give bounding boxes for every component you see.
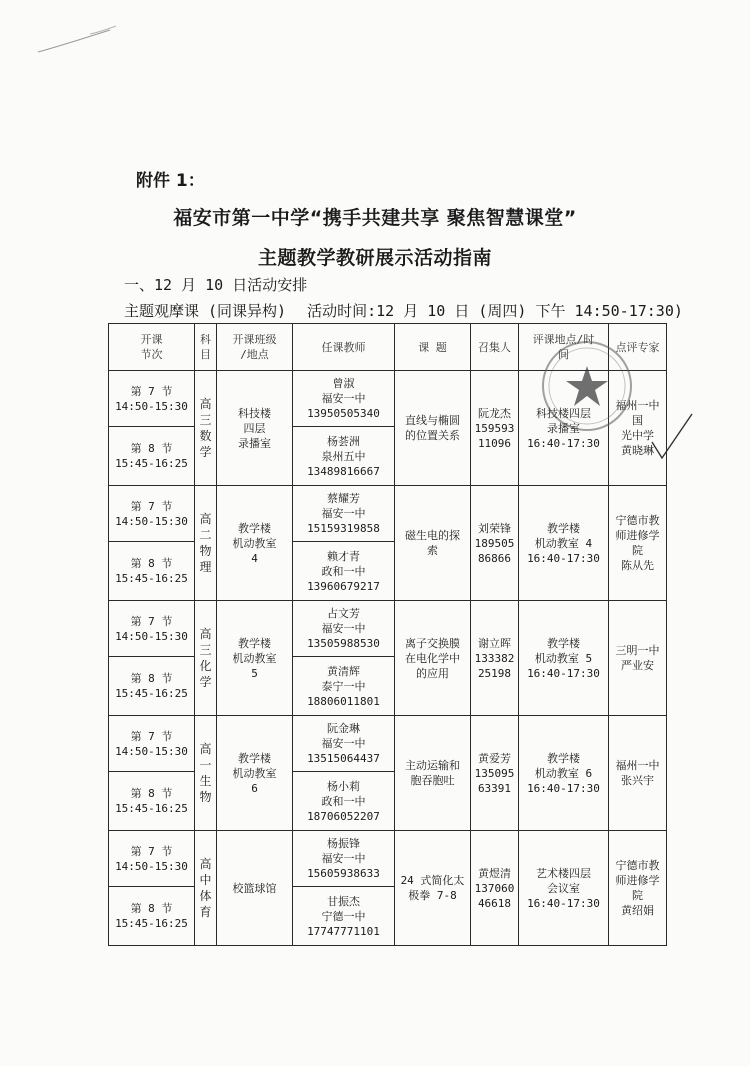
period-cell: 第 8 节 15:45-16:25 (109, 542, 195, 601)
eval-cell: 教学楼 机动教室 6 16:40-17:30 (519, 716, 609, 831)
period-cell: 第 8 节 15:45-16:25 (109, 657, 195, 716)
pen-scribble-mark (30, 20, 150, 60)
eval-cell: 教学楼 机动教室 5 16:40-17:30 (519, 601, 609, 716)
topic-cell: 24 式简化太 极拳 7-8 (395, 831, 471, 946)
period-cell: 第 7 节 14:50-15:30 (109, 601, 195, 657)
topic-cell: 直线与椭圆 的位置关系 (395, 371, 471, 486)
expert-cell: 三明一中 严业安 (609, 601, 667, 716)
header-convener: 召集人 (471, 324, 519, 371)
period-cell: 第 7 节 14:50-15:30 (109, 716, 195, 772)
teacher-cell: 阮金琳 福安一中 13515064437 (293, 716, 395, 772)
expert-cell: 福州一中 张兴宇 (609, 716, 667, 831)
expert-cell: 宁德市教 师进修学 院 黄绍娟 (609, 831, 667, 946)
table-row (109, 716, 667, 772)
location-cell: 教学楼 机动教室 4 (217, 486, 293, 601)
header-teacher: 任课教师 (293, 324, 395, 371)
teacher-cell: 甘振杰 宁德一中 17747771101 (293, 887, 395, 946)
teacher-cell: 杨小莉 政和一中 18706052207 (293, 772, 395, 831)
activity-time-text: 活动时间:12 月 10 日 (周四) 下午 14:50-17:30) (307, 302, 683, 320)
expert-cell: 宁德市教 师进修学 院 陈从先 (609, 486, 667, 601)
document-title-line2: 主题教学教研展示活动指南 (257, 247, 492, 269)
teacher-cell: 杨振锋 福安一中 15605938633 (293, 831, 395, 887)
section-heading: 一、12 月 10 日活动安排 (124, 276, 308, 294)
header-period: 开课 节次 (109, 324, 195, 371)
topic-cell: 主动运输和 胞吞胞吐 (395, 716, 471, 831)
teacher-cell: 蔡耀芳 福安一中 15159319858 (293, 486, 395, 542)
teacher-cell: 黄清辉 泰宁一中 18806011801 (293, 657, 395, 716)
period-cell: 第 7 节 14:50-15:30 (109, 486, 195, 542)
table-row (109, 601, 667, 657)
teacher-cell: 曾淑 福安一中 13950505340 (293, 371, 395, 427)
eval-cell: 科技楼四层 录播室 16:40-17:30 (519, 371, 609, 486)
header-class-location: 开课班级 /地点 (217, 324, 293, 371)
subject-cell: 高 一 生 物 (195, 716, 217, 831)
header-topic: 课 题 (395, 324, 471, 371)
subject-cell: 高 三 化 学 (195, 601, 217, 716)
convener-cell: 黄爱芳 135095 63391 (471, 716, 519, 831)
subheading-line (124, 300, 695, 321)
official-seal-stamp (532, 336, 642, 436)
period-cell: 第 7 节 14:50-15:30 (109, 831, 195, 887)
subject-cell: 高 二 物 理 (195, 486, 217, 601)
course-type-text: 主题观摩课 (同课异构) (124, 302, 287, 320)
attachment-label: 附件 1： (136, 171, 205, 191)
expert-cell: 福州一中国 光中学 黄晓琳 (609, 371, 667, 486)
eval-cell: 教学楼 机动教室 4 16:40-17:30 (519, 486, 609, 601)
table-row (109, 486, 667, 542)
subject-cell: 高 中 体 育 (195, 831, 217, 946)
period-cell: 第 8 节 15:45-16:25 (109, 887, 195, 946)
header-subject: 科 目 (195, 324, 217, 371)
topic-cell: 离子交换膜 在电化学中 的应用 (395, 601, 471, 716)
teacher-cell: 杨荟洲 泉州五中 13489816667 (293, 427, 395, 486)
convener-cell: 黄煜清 137060 46618 (471, 831, 519, 946)
period-cell: 第 7 节 14:50-15:30 (109, 371, 195, 427)
location-cell: 校篮球馆 (217, 831, 293, 946)
topic-cell: 磁生电的探 索 (395, 486, 471, 601)
location-cell: 科技楼 四层 录播室 (217, 371, 293, 486)
location-cell: 教学楼 机动教室 6 (217, 716, 293, 831)
header-eval-place-time: 评课地点/时 间 (519, 324, 609, 371)
header-expert: 点评专家 (609, 324, 667, 371)
handwritten-check-mark (650, 410, 695, 470)
convener-cell: 谢立晖 133382 25198 (471, 601, 519, 716)
teacher-cell: 占文芳 福安一中 13505988530 (293, 601, 395, 657)
subject-cell: 高 三 数 学 (195, 371, 217, 486)
eval-cell: 艺术楼四层 会议室 16:40-17:30 (519, 831, 609, 946)
period-cell: 第 8 节 15:45-16:25 (109, 427, 195, 486)
convener-cell: 刘荣锋 189505 86866 (471, 486, 519, 601)
convener-cell: 阮龙杰 159593 11096 (471, 371, 519, 486)
teacher-cell: 赖才青 政和一中 13960679217 (293, 542, 395, 601)
table-row (109, 831, 667, 887)
document-title-line1: 福安市第一中学“携手共建共享 聚焦智慧课堂” (173, 207, 577, 229)
location-cell: 教学楼 机动教室 5 (217, 601, 293, 716)
period-cell: 第 8 节 15:45-16:25 (109, 772, 195, 831)
